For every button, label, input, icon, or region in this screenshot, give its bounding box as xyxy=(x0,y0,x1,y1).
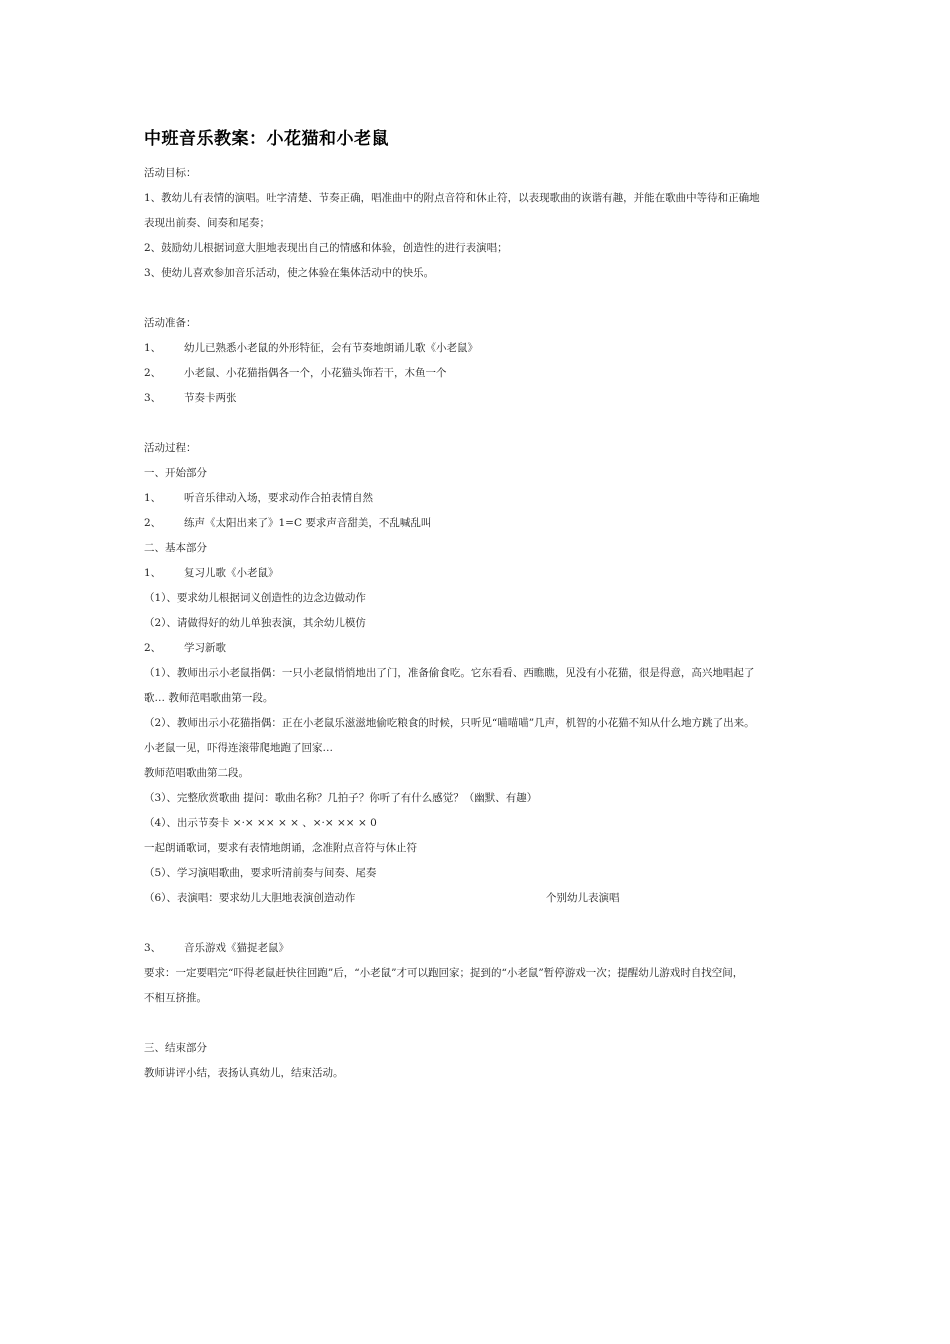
step-2-cont: 小老鼠一见，吓得连滚带爬地跑了回家… xyxy=(144,742,333,754)
goal-2: 2、鼓励幼儿根据词意大胆地表现出自己的情感和体验，创造性的进行表演唱； xyxy=(144,242,508,254)
step-2-note: 教师范唱歌曲第二段。 xyxy=(144,767,249,779)
prep-item-1-text: 幼儿已熟悉小老鼠的外形特征，会有节奏地朗诵儿歌《小老鼠》 xyxy=(184,342,478,354)
part-2-item-1 xyxy=(144,566,279,580)
part-2-sub-2: （2）、请做得好的幼儿单独表演，其余幼儿模仿 xyxy=(144,617,366,629)
part-2-item-3-num: 3、 xyxy=(144,942,162,954)
goal-3: 3、使幼儿喜欢参加音乐活动，使之体验在集体活动中的快乐。 xyxy=(144,267,435,279)
game-requirement: 要求：一定要唱完“吓得老鼠赶快往回跑”后，“小老鼠”才可以跑回家；捉到的“小老鼠”暂停游戏一次；提醒幼儿游戏时自找空间， xyxy=(144,967,744,979)
part-1-heading: 一、开始部分 xyxy=(144,467,207,479)
part-1-item-1-text: 听音乐律动入场，要求动作合拍表情自然 xyxy=(184,492,373,504)
step-1: （1）、教师出示小老鼠指偶：一只小老鼠悄悄地出了门，准备偷食吃。它东看看、西瞧瞧，见没有小花猫，很是得意，高兴地唱起了 xyxy=(144,667,755,679)
step-2: （2）、教师出示小花猫指偶：正在小老鼠乐滋滋地偷吃粮食的时候，只听见“喵喵喵”几声，机智的小花猫不知从什么地方跳了出来。 xyxy=(144,717,755,729)
game-requirement-cont: 不相互挤推。 xyxy=(144,992,207,1004)
step-4: （4）、出示节奏卡 ×·× ×× × × 、×·× ×× × 0 xyxy=(144,817,377,829)
step-1-cont: 歌… 教师范唱歌曲第一段。 xyxy=(144,692,274,704)
prep-item-3 xyxy=(144,391,237,405)
part-2-item-3 xyxy=(144,941,289,955)
prep-item-3-num: 3、 xyxy=(144,392,162,404)
part-1-item-1-num: 1、 xyxy=(144,492,162,504)
step-4-cont: 一起朗诵歌词，要求有表情地朗诵，念准附点音符与休止符 xyxy=(144,842,417,854)
part-1-item-1 xyxy=(144,491,373,505)
part-2-item-2 xyxy=(144,641,226,655)
section-heading-goals: 活动目标： xyxy=(144,167,197,179)
part-1-item-2 xyxy=(144,516,431,530)
part-2-sub-1: （1）、要求幼儿根据词义创造性的边念边做动作 xyxy=(144,592,366,604)
part-3-text: 教师讲评小结，表扬认真幼儿，结束活动。 xyxy=(144,1067,344,1079)
prep-item-2-num: 2、 xyxy=(144,367,162,379)
part-2-heading: 二、基本部分 xyxy=(144,542,207,554)
section-heading-prep: 活动准备： xyxy=(144,317,197,329)
prep-item-1 xyxy=(144,341,478,355)
part-2-item-2-text: 学习新歌 xyxy=(184,642,226,654)
step-6-text: （6）、表演唱：要求幼儿大胆地表演创造动作 xyxy=(144,892,356,904)
prep-item-3-text: 节奏卡两张 xyxy=(184,392,237,404)
step-6-right: 个别幼儿表演唱 xyxy=(546,892,620,904)
prep-item-2-text: 小老鼠、小花猫指偶各一个，小花猫头饰若干，木鱼一个 xyxy=(184,367,447,379)
step-5: （5）、学习演唱歌曲，要求听清前奏与间奏、尾奏 xyxy=(144,867,377,879)
part-3-heading: 三、结束部分 xyxy=(144,1042,207,1054)
prep-item-2 xyxy=(144,366,447,380)
goal-1-cont: 表现出前奏、间奏和尾奏； xyxy=(144,217,270,229)
part-1-item-2-text: 练声《太阳出来了》1=C 要求声音甜美，不乱喊乱叫 xyxy=(184,517,432,529)
document-title: 中班音乐教案：小花猫和小老鼠 xyxy=(144,129,389,149)
goal-1: 1、教幼儿有表情的演唱。吐字清楚、节奏正确，唱准曲中的附点音符和休止符，以表现歌曲的诙谐有趣，并能在歌曲中等待和正确地 xyxy=(144,192,760,204)
part-2-item-1-num: 1、 xyxy=(144,567,162,579)
part-2-item-2-num: 2、 xyxy=(144,642,162,654)
part-1-item-2-num: 2、 xyxy=(144,517,162,529)
prep-item-1-num: 1、 xyxy=(144,342,162,354)
section-heading-process: 活动过程： xyxy=(144,442,197,454)
step-6 xyxy=(144,891,355,905)
step-3: （3）、完整欣赏歌曲 提问：歌曲名称？几拍子？你听了有什么感觉？（幽默、有趣） xyxy=(144,792,538,804)
part-2-item-1-text: 复习儿歌《小老鼠》 xyxy=(184,567,279,579)
part-2-item-3-text: 音乐游戏《猫捉老鼠》 xyxy=(184,942,289,954)
